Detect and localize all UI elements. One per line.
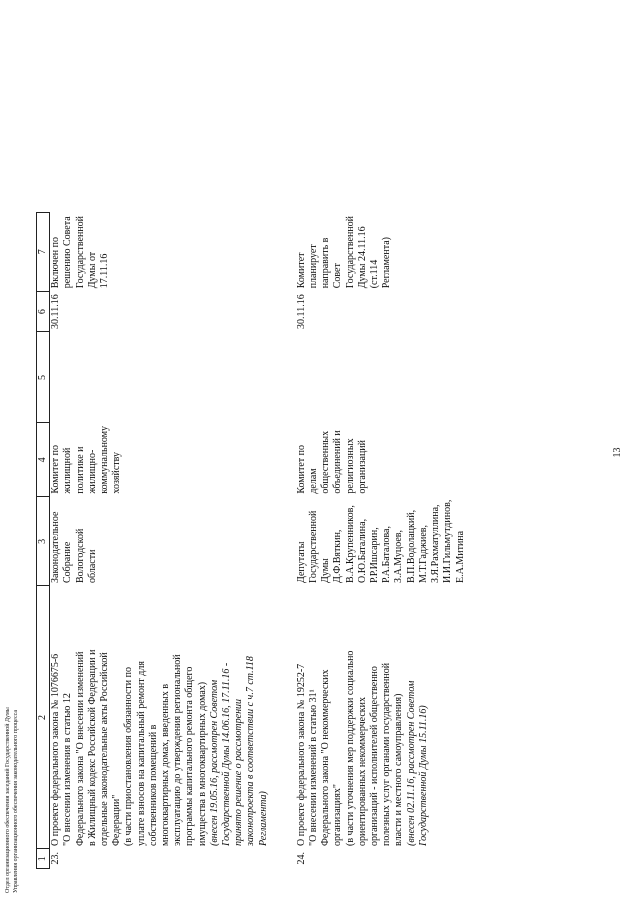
responsible-committee <box>296 423 467 497</box>
table-header-row <box>37 212 50 868</box>
description-line: Федерации" <box>111 794 123 846</box>
description-line: многоквартирных домах, введенных в <box>160 683 172 846</box>
note-line: Государственной <box>74 215 86 289</box>
col-header-1: 1 <box>37 849 50 869</box>
description-line: О проекте федерального закона № 1076675-6 <box>50 653 62 846</box>
description-line: в Жилищный кодекс Российской Федерации и <box>86 649 98 846</box>
description-line: "О внесении изменения в статью 12 <box>62 693 74 846</box>
note-cell <box>296 212 467 291</box>
description-line: программы капитального ремонта общего <box>184 666 196 846</box>
note-line: Включен по <box>50 237 62 289</box>
bill-author <box>296 497 467 586</box>
author-line: Думы <box>320 558 332 583</box>
author-line: О.Ю.Баталина, <box>356 518 368 583</box>
col-header-7: 7 <box>37 212 50 291</box>
committee-line: организаций <box>356 439 368 494</box>
col-header-5: 5 <box>37 332 50 423</box>
author-line: Депутаты <box>295 541 307 583</box>
description-line: эксплуатацию до утверждения региональной <box>172 654 184 846</box>
description-line: власти и местного самоуправления) <box>393 693 405 846</box>
author-line: Р.Р.Ишсарин, <box>369 527 381 583</box>
status-line: Государственной Думы 14.06.16, 17.11.16 - <box>221 662 233 846</box>
row-number: 24. <box>295 852 307 865</box>
col5-cell <box>296 332 467 423</box>
author-line: Государственной <box>308 510 320 583</box>
author-line: Законодательное <box>50 511 62 583</box>
committee-line: объединений и <box>332 430 344 494</box>
committee-line: жилищно- <box>86 449 98 494</box>
committee-line: Комитет по делам <box>295 444 320 494</box>
note-line: Думы 24.11.16 <box>356 226 368 289</box>
description-line: собственников помещений в <box>147 724 159 846</box>
date-cell: 30.11.16 <box>295 294 307 329</box>
description-line: отдельные законодательные акты Российской <box>99 652 111 846</box>
author-line: М.Т.Гаджиев, <box>417 525 429 583</box>
author-line: И.И.Гильмутдинов, <box>442 499 454 583</box>
description-line: (в части приостановления обязанности по <box>123 667 135 846</box>
footer-line: Управления организационного обеспечения законодательного процесса <box>13 709 19 893</box>
committee-line: религиозных <box>344 438 356 494</box>
status-line: (внесен 19.05.16, рассмотрен Советом <box>208 679 220 846</box>
committee-line: коммунальному <box>99 425 111 494</box>
date-cell: 30.11.16 <box>50 294 62 329</box>
status-line: (внесен 02.11.16, рассмотрен Советом <box>405 680 417 846</box>
author-line: В.А.Крупенников, <box>344 505 356 583</box>
author-line: В.П.Водолацкий, <box>405 509 417 583</box>
description-line: Федерального закона "О внесении изменений <box>74 651 86 846</box>
col5-cell <box>50 332 270 423</box>
table-row <box>296 212 467 868</box>
description-line: организаций - исполнителей общественно <box>369 666 381 846</box>
bill-description <box>296 586 467 849</box>
responsible-committee <box>50 423 270 497</box>
description-line: ориентированных некоммерческих <box>356 697 368 846</box>
description-line: О проекте федерального закона № 19252-7 <box>295 663 307 846</box>
author-line: Собрание <box>62 541 74 583</box>
author-line: Вологодской области <box>74 528 98 583</box>
note-line: Думы от 17.11.16 <box>86 251 111 289</box>
note-line: Комитет планирует <box>295 244 320 289</box>
author-line: Р.А.Баталова, <box>381 526 393 583</box>
table-row <box>50 212 270 868</box>
status-line: законопроекта в соответствии с ч.7 ст.118 <box>245 656 257 846</box>
bill-description <box>50 586 270 849</box>
author-line: Д.Ф.Вяткин, <box>332 529 344 583</box>
agenda-table <box>36 212 467 869</box>
note-line: Государственной <box>344 215 356 289</box>
footer-line: Отдел организационного обеспечения заседаний Государственной Думы <box>5 707 11 893</box>
description-line: организациях" <box>332 783 344 846</box>
author-line: З.А.Муцоев, <box>393 529 405 583</box>
note-line: (ст.114 Регламента) <box>369 237 393 289</box>
author-line: З.Я.Рахматуллина, <box>430 504 442 583</box>
col-header-2: 2 <box>37 586 50 849</box>
committee-line: Комитет по <box>50 444 62 494</box>
committee-line: жилищной политике и <box>62 446 86 494</box>
note-cell <box>50 212 270 291</box>
description-line: уплате взносов на капитальный ремонт для <box>135 661 147 846</box>
description-line: Федерального закона "О некоммерческих <box>320 669 332 846</box>
footer <box>4 707 20 893</box>
status-line: принято решение о рассмотрении <box>233 698 245 846</box>
page-number: 13 <box>612 447 623 458</box>
bill-author <box>50 497 270 586</box>
note-line: направить в Совет <box>320 237 344 289</box>
col-header-4: 4 <box>37 423 50 497</box>
description-line: полезных услуг органами государственной <box>381 662 393 846</box>
description-line: "О внесении изменений в статью 31¹ <box>308 689 320 846</box>
description-line: (в части уточнения мер поддержки социально <box>344 650 356 846</box>
note-line: решению Совета <box>62 216 74 289</box>
description-line: имущества в многоквартирных домах) <box>196 681 208 846</box>
col-header-6: 6 <box>37 291 50 332</box>
row-number: 23. <box>50 852 62 865</box>
author-line: Е.А.Митина <box>454 530 466 583</box>
col-header-3: 3 <box>37 497 50 586</box>
committee-line: общественных <box>320 430 332 494</box>
status-line: Государственной Думы 15.11.16) <box>417 705 429 846</box>
committee-line: хозяйству <box>111 451 123 494</box>
status-line: Регламента) <box>257 791 269 846</box>
